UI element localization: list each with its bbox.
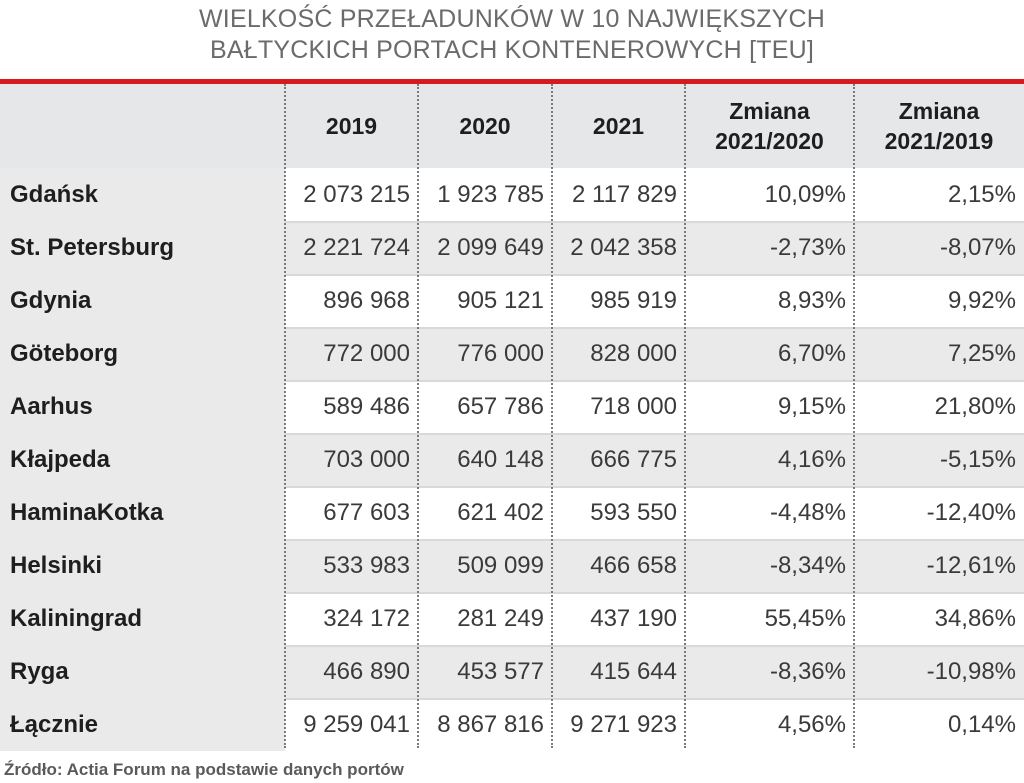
cell-year-2020: 640 148 (418, 433, 552, 486)
table-row (0, 274, 1024, 327)
cell-year-2020: 281 249 (418, 592, 552, 645)
row-label: Kłajpeda (0, 433, 285, 486)
cell-change-2021-2019: -5,15% (854, 433, 1024, 486)
column-divider (853, 84, 855, 748)
header-row (0, 84, 1024, 168)
cell-change-2021-2020: 4,16% (685, 433, 854, 486)
header-cell-port (0, 84, 285, 168)
row-separator (285, 486, 1024, 488)
cell-year-2020: 776 000 (418, 327, 552, 380)
cell-year-2021: 2 117 829 (552, 168, 685, 221)
cell-year-2021: 415 644 (552, 645, 685, 698)
cell-change-2021-2020: -4,48% (685, 486, 854, 539)
row-label: Kaliningrad (0, 592, 285, 645)
cell-change-2021-2019: -8,07% (854, 221, 1024, 274)
cell-year-2019: 589 486 (285, 380, 418, 433)
cell-year-2020: 621 402 (418, 486, 552, 539)
row-label: Gdynia (0, 274, 285, 327)
cell-year-2021: 593 550 (552, 486, 685, 539)
cell-change-2021-2019: -10,98% (854, 645, 1024, 698)
source-note: Źródło: Actia Forum na podstawie danych portów (4, 760, 404, 779)
row-separator (285, 221, 1024, 223)
row-label: Łącznie (0, 698, 285, 751)
row-separator (285, 327, 1024, 329)
cell-year-2020: 2 099 649 (418, 221, 552, 274)
row-separator (285, 274, 1024, 276)
cell-change-2021-2019: -12,61% (854, 539, 1024, 592)
cell-year-2021: 437 190 (552, 592, 685, 645)
cell-year-2021: 985 919 (552, 274, 685, 327)
header-cell-change-2021-2019: Zmiana 2021/2019 (854, 84, 1024, 168)
cell-change-2021-2020: 10,09% (685, 168, 854, 221)
cell-change-2021-2019: -12,40% (854, 486, 1024, 539)
table-row (0, 486, 1024, 539)
row-label: HaminaKotka (0, 486, 285, 539)
row-separator (285, 433, 1024, 435)
column-divider (417, 84, 419, 748)
cell-year-2020: 509 099 (418, 539, 552, 592)
cell-year-2019: 896 968 (285, 274, 418, 327)
cell-year-2021: 466 658 (552, 539, 685, 592)
cell-change-2021-2019: 9,92% (854, 274, 1024, 327)
cell-change-2021-2020: 8,93% (685, 274, 854, 327)
row-separator (285, 380, 1024, 382)
cell-year-2021: 9 271 923 (552, 698, 685, 751)
table-row (0, 221, 1024, 274)
cell-year-2019: 9 259 041 (285, 698, 418, 751)
row-separator (285, 645, 1024, 647)
cell-year-2020: 1 923 785 (418, 168, 552, 221)
cell-year-2020: 453 577 (418, 645, 552, 698)
cell-change-2021-2020: -8,34% (685, 539, 854, 592)
cell-year-2019: 466 890 (285, 645, 418, 698)
cell-change-2021-2020: 4,56% (685, 698, 854, 751)
cell-year-2019: 2 073 215 (285, 168, 418, 221)
row-label: St. Petersburg (0, 221, 285, 274)
cell-year-2019: 324 172 (285, 592, 418, 645)
row-separator (285, 539, 1024, 541)
column-divider (284, 84, 286, 748)
table-row (0, 539, 1024, 592)
header-cell-change-2021-2020: Zmiana 2021/2020 (685, 84, 854, 168)
cell-change-2021-2020: 55,45% (685, 592, 854, 645)
header-cell-year-2020: 2020 (418, 84, 552, 168)
cell-change-2021-2019: 0,14% (854, 698, 1024, 751)
cell-year-2020: 905 121 (418, 274, 552, 327)
cell-change-2021-2019: 2,15% (854, 168, 1024, 221)
row-label: Gdańsk (0, 168, 285, 221)
cell-year-2021: 828 000 (552, 327, 685, 380)
cell-change-2021-2019: 21,80% (854, 380, 1024, 433)
cell-change-2021-2020: 6,70% (685, 327, 854, 380)
row-label: Göteborg (0, 327, 285, 380)
cell-year-2019: 2 221 724 (285, 221, 418, 274)
table-row (0, 592, 1024, 645)
cell-change-2021-2020: -8,36% (685, 645, 854, 698)
cell-year-2020: 8 867 816 (418, 698, 552, 751)
table-row (0, 380, 1024, 433)
cell-year-2019: 703 000 (285, 433, 418, 486)
cell-year-2020: 657 786 (418, 380, 552, 433)
cell-change-2021-2019: 34,86% (854, 592, 1024, 645)
chart-title (0, 4, 1024, 66)
cell-year-2019: 533 983 (285, 539, 418, 592)
header-cell-year-2021: 2021 (552, 84, 685, 168)
column-divider (551, 84, 553, 748)
table-row (0, 698, 1024, 751)
row-label: Ryga (0, 645, 285, 698)
table-row (0, 168, 1024, 221)
cell-change-2021-2020: -2,73% (685, 221, 854, 274)
table-row (0, 645, 1024, 698)
column-divider (684, 84, 686, 748)
row-label: Aarhus (0, 380, 285, 433)
cell-change-2021-2019: 7,25% (854, 327, 1024, 380)
table-row (0, 327, 1024, 380)
row-label: Helsinki (0, 539, 285, 592)
chart-title-line-2: BAŁTYCKICH PORTACH KONTENEROWYCH [TEU] (210, 36, 814, 64)
row-separator (285, 592, 1024, 594)
cell-change-2021-2020: 9,15% (685, 380, 854, 433)
cell-year-2021: 718 000 (552, 380, 685, 433)
cell-year-2021: 666 775 (552, 433, 685, 486)
cell-year-2019: 772 000 (285, 327, 418, 380)
table-row (0, 433, 1024, 486)
chart-title-line-1: WIELKOŚĆ PRZEŁADUNKÓW W 10 NAJWIĘKSZYCH (199, 5, 825, 33)
cell-year-2019: 677 603 (285, 486, 418, 539)
data-table (0, 84, 1024, 748)
header-cell-year-2019: 2019 (285, 84, 418, 168)
row-separator (285, 698, 1024, 700)
cell-year-2021: 2 042 358 (552, 221, 685, 274)
